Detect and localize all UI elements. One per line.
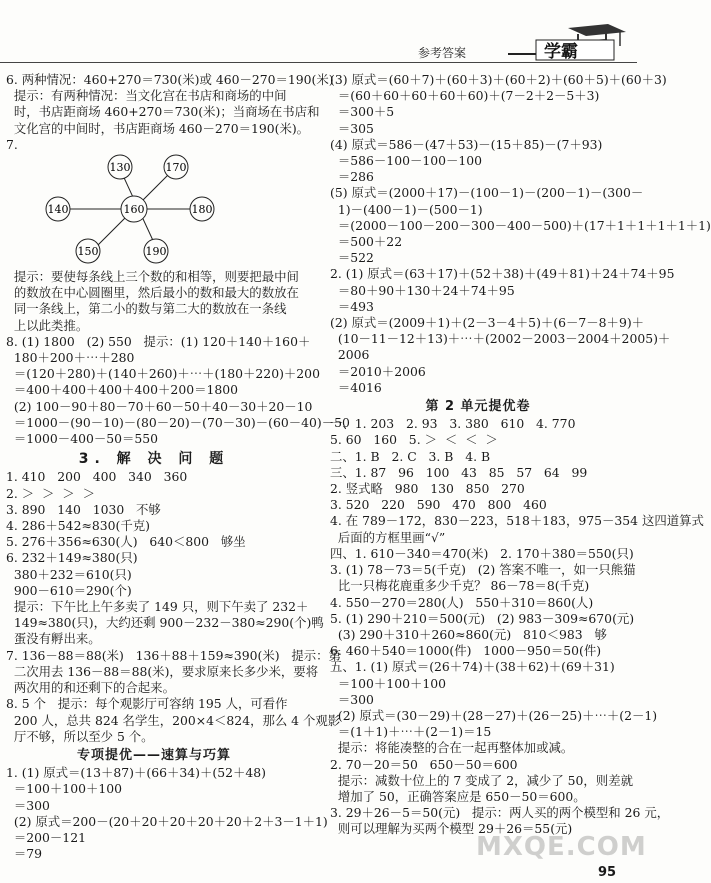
answer-line: ＝300＋5 <box>330 104 395 120</box>
answer-line: ＝305 <box>330 120 374 136</box>
diagram-node <box>46 197 70 221</box>
answer-line: ＝400＋400＋400＋400＋200＝1800 <box>6 382 239 398</box>
answer-line: 900－610＝290(个) <box>6 582 132 598</box>
answers-solve-problems <box>6 469 341 744</box>
diagram-node <box>76 239 100 263</box>
diagram-node <box>144 239 168 263</box>
answer-line: ＝100＋100＋100 <box>6 781 122 797</box>
diagram-node <box>190 197 214 221</box>
answer-line: (2) 原式＝(30－29)＋(28－27)＋(26－25)＋⋯＋(2－1) <box>330 707 658 723</box>
answer-line: 7. <box>6 136 18 152</box>
answer-line: 一、1. 203 2. 93 3. 380 610 4. 770 <box>330 416 576 432</box>
diagram-node <box>164 155 188 179</box>
svg-text:190: 190 <box>145 245 167 259</box>
section-title-solve-problems: 3. 解 决 问 题 <box>78 451 230 468</box>
answer-line: ＝(2000－100－200－300－400－500)＋(17＋1＋1＋1＋1＋1) <box>330 217 711 233</box>
answer-line: ＝522 <box>330 250 374 266</box>
answer-line: 6. 460＋540＝1000(件) 1000－950＝50(件) <box>330 643 602 659</box>
answer-line: 149≈380(只)，大约还剩 900－232－380≈290(个)鸭 <box>6 615 324 631</box>
answer-line: (3) 290＋310＋260≈860(元) 810＜983 够 <box>330 626 607 642</box>
answer-line: 比一只梅花鹿重多少千克？ 86－78＝8(千克) <box>330 578 590 594</box>
answer-line: 四、1. 610－340＝470(米) 2. 170＋380＝550(只) <box>330 545 634 561</box>
answer-line: (2) 原式＝200－(20＋20＋20＋20＋20＋2＋3－1＋1) <box>6 813 328 829</box>
number-circle-diagram <box>36 155 236 265</box>
answer-line: 2006 <box>330 347 370 363</box>
answer-line: ＝2010＋2006 <box>330 363 426 379</box>
answer-line: 提示：减数十位上的 7 变成了 2，减少了 50，则差就 <box>330 772 633 788</box>
answer-line: 提示：将能凑整的合在一起再整体加或减。 <box>330 740 574 756</box>
answer-line: 上以此类推。 <box>6 317 89 333</box>
answer-line: 6. 232＋149≈380(只) <box>6 550 138 566</box>
answer-line: (10－11－12＋13)＋⋯＋(2002－2003－2004＋2005)＋ <box>330 331 671 347</box>
answer-line: 提示：有两种情况：当文化宫在书店和商场的中间 <box>6 88 287 104</box>
answer-line: 5. 276＋356≈630(人) 640＜800 够坐 <box>6 534 246 550</box>
answer-line: ＝200－121 <box>6 829 86 845</box>
answer-line: ＝(120＋280)＋(140＋260)＋⋯＋(180＋220)＋200 <box>6 366 320 382</box>
answer-line: ＝100＋100＋100 <box>330 675 446 691</box>
diagram-node <box>108 155 132 179</box>
answers-quick-calc-cont <box>330 72 711 396</box>
answer-line: ＝79 <box>6 846 43 862</box>
brand-logo <box>508 24 626 62</box>
svg-text:140: 140 <box>47 203 69 217</box>
answer-line: (4) 原式＝586－(47＋53)－(15＋85)－(7＋93) <box>330 136 603 152</box>
answers-unit-2 <box>330 416 704 837</box>
answer-line: (2) 100－90＋80－70＋60－50＋40－30＋20－10 <box>6 398 313 414</box>
answer-line: 180＋200＋⋯＋280 <box>6 350 135 366</box>
answer-line: 6. 两种情况：460+270＝730(米)或 460－270＝190(米) <box>6 72 334 87</box>
answer-line: 4. 286＋542≈830(千克) <box>6 518 150 534</box>
answer-line: 5. 60 160 5. ＞ ＜ ＜ ＞ <box>330 432 498 448</box>
answer-line: 8. (1) 1800 (2) 550 提示：(1) 120＋140＋160＋ <box>6 333 311 349</box>
svg-text:学霸: 学霸 <box>544 42 578 62</box>
answer-line: 二、1. B 2. C 3. B 4. B <box>330 448 491 464</box>
watermark: MXQE.COM <box>476 832 647 862</box>
answer-line: 则可以理解为买两个模型 29＋26＝55(元) <box>330 821 573 837</box>
answer-line: 4. 在 789－172，830－223，518＋183，975－354 这四道算式 <box>330 513 704 529</box>
svg-text:150: 150 <box>77 245 99 259</box>
answer-line: 蛋没有孵出来。 <box>6 631 101 647</box>
answer-line: ＝300 <box>330 691 374 707</box>
section-title-quick-calc: 专项提优——速算与巧算 <box>76 747 231 763</box>
answer-line: 的数放在中心圆圈里，然后最小的数和最大的数放在 <box>6 285 299 301</box>
page-number: 95 <box>598 865 617 880</box>
answer-line: 厅不够，所以至少 5 个。 <box>6 728 154 744</box>
answer-line: ＝586－100－100－100 <box>330 153 483 169</box>
page-header <box>0 0 637 64</box>
answer-line: 文化宫的中间时，书店距商场 460－270＝190(米)。 <box>6 120 310 136</box>
answer-line: 3. 29＋26－5＝50(元) 提示：两人买的两个模型和 26 元， <box>330 805 670 821</box>
answer-line: 1)－(400－1)－(500－1) <box>330 201 483 217</box>
answer-line: 7. 136－88＝88(米) 136＋88＋159≈390(米) 提示：第 <box>6 647 341 663</box>
answer-line: 三、1. 87 96 100 43 85 57 64 99 <box>330 464 588 480</box>
answer-line: 1. (1) 原式＝(13＋87)＋(66＋34)＋(52＋48) <box>6 765 266 781</box>
answer-line: 五、1. (1) 原式＝(26＋74)＋(38＋62)＋(69＋31) <box>330 659 615 675</box>
answer-line: 200 人，总共 824 名学生，200×4＜824，那么 4 个观影 <box>6 712 341 728</box>
answer-line: ＝286 <box>330 169 374 185</box>
header-rule <box>0 62 637 63</box>
answer-line: ＝1000－400－50＝550 <box>6 431 159 447</box>
answer-line: 提示：下午比上午多卖了 149 只，则下午卖了 232＋ <box>6 599 309 615</box>
answer-line: 提示：要使每条线上三个数的和相等，则要把最中间 <box>6 269 299 285</box>
right-column <box>330 72 711 838</box>
answer-line: 4. 550－270＝280(人) 550＋310＝860(人) <box>330 594 594 610</box>
answer-line: 3. 890 140 1030 不够 <box>6 501 161 517</box>
answer-line: 时，书店距商场 460+270＝730(米)；当商场在书店和 <box>6 104 320 120</box>
answer-line: (5) 原式＝(2000＋17)－(100－1)－(200－1)－(300－ <box>330 185 644 201</box>
answer-line: ＝1000－(90－10)－(80－20)－(70－30)－(60－40)－50 <box>6 414 350 430</box>
answer-line: (3) 原式＝(60＋7)＋(60＋3)＋(60＋2)＋(60＋5)＋(60＋3) <box>330 72 667 87</box>
svg-text:160: 160 <box>123 203 145 217</box>
svg-text:180: 180 <box>191 203 213 217</box>
answer-line: 2. 70－20＝50 650－50＝600 <box>330 756 518 772</box>
answer-line: 二次用去 136－88＝88(米)，要求原来长多少米，要将 <box>6 663 319 679</box>
answer-line: 2. (1) 原式＝(63＋17)＋(52＋38)＋(49＋81)＋24＋74＋95 <box>330 266 675 282</box>
answer-line: 同一条线上，第二小的数与第二大的数放在一条线 <box>6 301 287 317</box>
svg-text:170: 170 <box>165 161 187 175</box>
answers-quick-calc <box>6 765 328 862</box>
section-title-unit-2: 第 2 单元提优卷 <box>425 399 531 415</box>
answer-line: 8. 5 个 提示：每个观影厅可容纳 195 人，可看作 <box>6 696 288 712</box>
header-label: 参考答案 <box>418 46 467 60</box>
answer-line: 增加了 50，正确答案应是 650－50＝600。 <box>330 788 586 804</box>
answer-line: (2) 原式＝(2009＋1)＋(2－3－4＋5)＋(6－7－8＋9)＋ <box>330 315 645 331</box>
answer-line: 5. (1) 290＋210＝500(元) (2) 983－309≈670(元) <box>330 610 635 626</box>
answer-line: 3. 520 220 590 470 800 460 <box>330 497 547 513</box>
answer-line: 3. (1) 78－73＝5(千克) (2) 答案不唯一，如一只熊猫 <box>330 562 636 578</box>
answer-line: ＝(1＋1)＋⋯＋(2－1)＝15 <box>330 724 492 740</box>
answer-line: 1. 410 200 400 340 360 <box>6 469 188 485</box>
diagram-node <box>121 196 147 222</box>
answer-line: ＝500＋22 <box>330 234 403 250</box>
diagram-svg <box>36 155 236 265</box>
answer-line: 2. ＞ ＞ ＞ ＞ <box>6 485 95 501</box>
answer-line: 两次用的和还剩下的合起来。 <box>6 680 175 696</box>
answer-line: 380＋232＝610(只) <box>6 566 132 582</box>
answer-line: ＝493 <box>330 298 374 314</box>
answer-line: ＝4016 <box>330 379 382 395</box>
answer-line: 2. 竖式略 980 130 850 270 <box>330 481 525 497</box>
answer-line: ＝80＋90＋130＋24＋74＋95 <box>330 282 515 298</box>
answer-line: ＝(60＋60＋60＋60＋60)＋(7－2＋2－5＋3) <box>330 88 600 104</box>
answer-line: 后面的方框里画“√” <box>330 529 446 545</box>
answer-line: ＝300 <box>6 797 50 813</box>
svg-text:130: 130 <box>109 161 131 175</box>
answers-6-7 <box>6 72 334 153</box>
